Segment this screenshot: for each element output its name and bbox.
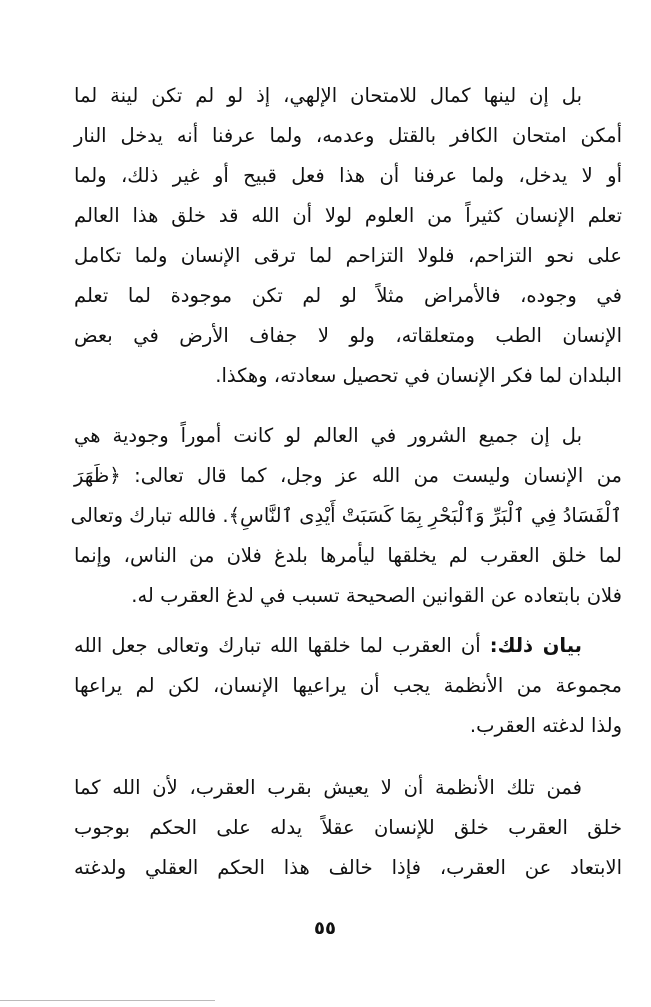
text-line: من الإنسان وليست من الله عز وجل، كما قال تعالى: ﴿ظَهَرَ: [74, 464, 622, 487]
text-line: أو لا يدخل، ولما عرفنا أن هذا فعل قبيح أو غير ذلك، ولما: [74, 164, 622, 187]
text-line: فمن تلك الأنظمة أن لا يعيش بقرب العقرب، لأن الله كما: [74, 776, 582, 799]
paragraph-lead: بيان ذلك:: [489, 634, 582, 657]
text-line: خلق العقرب خلق للإنسان عقلاً يدله على الحكم بوجوب: [74, 816, 622, 839]
text-line: على نحو التزاحم، فلولا التزاحم لما ترقى الإنسان ولما تكامل: [74, 244, 622, 267]
text-line: الإنسان الطب ومتعلقاته، ولو لا جفاف الأرض في بعض: [74, 324, 622, 347]
text-line: فلان بابتعاده عن القوانين الصحيحة تسبب في لدغ العقرب له.: [131, 584, 622, 607]
text-line-rest: أن العقرب لما خلقها الله تبارك وتعالى جعل الله: [74, 634, 481, 657]
text-line: بل إن جميع الشرور في العالم لو كانت أموراً وجودية هي: [74, 424, 582, 447]
text-line: ولذا لدغته العقرب.: [469, 714, 622, 737]
text-line: مجموعة من الأنظمة يجب أن يراعيها الإنسان، لكن لم يراعها: [74, 674, 622, 697]
text-line: أمكن امتحان الكافر بالقتل وعدمه، ولما عرفنا أنه يدخل النار: [74, 124, 622, 147]
scan-edge-line: [0, 1000, 215, 1001]
text-line: البلدان لما فكر الإنسان في تحصيل سعادته، وهكذا.: [215, 364, 622, 387]
quran-verse-line: ٱلْفَسَادُ فِي ٱلْبَرِّ وَٱلْبَحْرِ بِمَا كَسَبَتْ أَيْدِى ٱلنَّاسِ﴾. فالله تبارك وتعالى: [70, 504, 622, 527]
page-number: ٥٥: [314, 918, 336, 939]
text-line: في وجوده، فالأمراض مثلاً لو لم تكن موجودة لما تعلم: [74, 284, 622, 307]
text-line: تعلم الإنسان كثيراً من العلوم لولا أن الله قد خلق هذا العالم: [74, 204, 622, 227]
text-line: الابتعاد عن العقرب، فإذا خالف هذا الحكم العقلي ولدغته: [74, 856, 622, 879]
text-line: لما خلق العقرب لم يخلقها ليأمرها بلدغ فلان من الناس، وإنما: [74, 544, 622, 567]
text-line: بل إن لينها كمال للامتحان الإلهي، إذ لو لم تكن لينة لما: [74, 84, 582, 107]
text-line: [74, 626, 622, 666]
